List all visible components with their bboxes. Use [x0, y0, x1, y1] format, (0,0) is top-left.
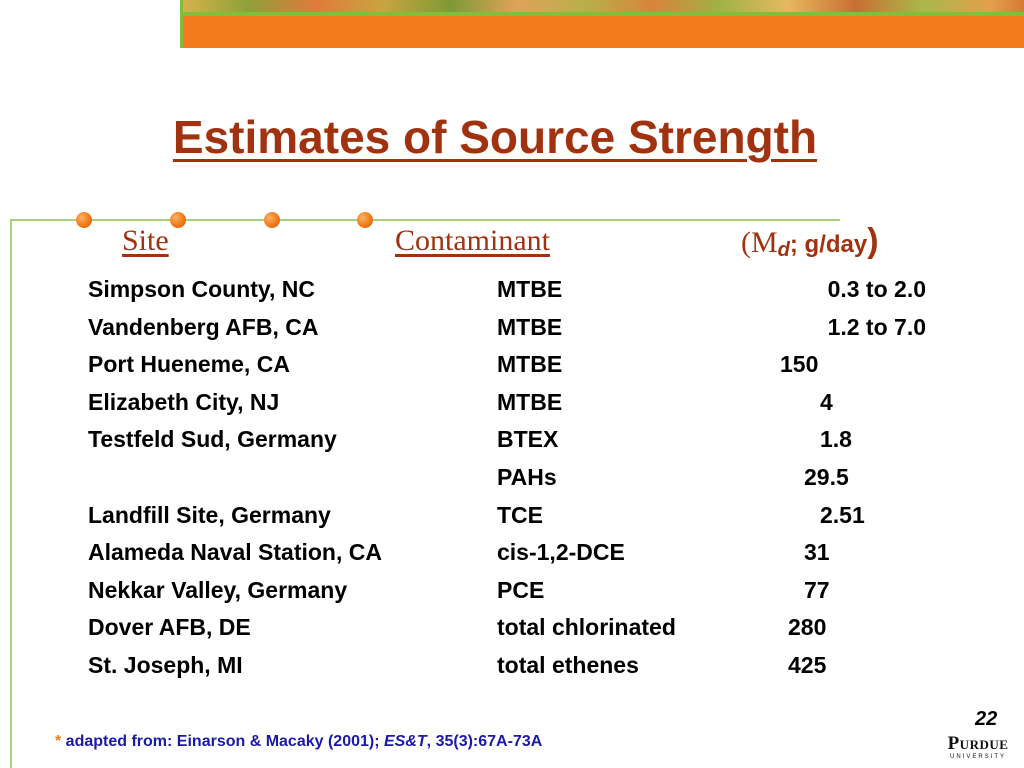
- slide-title: Estimates of Source Strength: [172, 111, 818, 163]
- source-strength-table: [0, 274, 1024, 688]
- cell-contaminant: MTBE: [497, 313, 563, 340]
- table-row: [0, 537, 1024, 575]
- cell-contaminant: PCE: [497, 576, 545, 603]
- cell-site: Dover AFB, DE: [88, 614, 251, 641]
- cell-contaminant: TCE: [497, 501, 543, 528]
- cell-contaminant: cis-1,2-DCE: [497, 539, 625, 566]
- units-rest: ; g/day: [789, 231, 868, 258]
- table-row: [0, 575, 1024, 613]
- header-site: Site: [122, 224, 169, 257]
- bullet-dot-icon: [357, 212, 373, 228]
- units-close: ): [867, 222, 879, 260]
- banner-orange-bar: [180, 16, 1024, 48]
- top-banner-image: [180, 0, 1024, 12]
- bullet-dot-icon: [170, 212, 186, 228]
- cell-contaminant: total ethenes: [497, 651, 639, 678]
- cell-site: Simpson County, NC: [88, 276, 316, 302]
- table-row: [0, 462, 1024, 500]
- header-units: [741, 222, 879, 262]
- cell-contaminant: BTEX: [497, 426, 559, 453]
- cell-site: Testfeld Sud, Germany: [88, 426, 337, 453]
- cell-site: St. Joseph, MI: [88, 651, 243, 678]
- cell-value: 31: [804, 539, 830, 566]
- cell-site: Elizabeth City, NJ: [88, 388, 280, 415]
- cell-site: Port Hueneme, CA: [88, 351, 290, 378]
- table-row: [0, 312, 1024, 350]
- cell-value: 4: [820, 388, 833, 415]
- table-row: [0, 500, 1024, 538]
- logo-subtitle: UNIVERSITY: [949, 754, 1006, 760]
- footnote-text: adapted from: Einarson & Macaky (2001);: [61, 733, 384, 750]
- cell-value: 150: [780, 351, 819, 378]
- cell-value: 77: [804, 576, 830, 603]
- table-row: [0, 612, 1024, 650]
- units-open: (M: [741, 226, 778, 259]
- cell-contaminant: PAHs: [497, 463, 557, 490]
- table-row: [0, 349, 1024, 387]
- footnote-citation: [55, 733, 542, 751]
- cell-value: 0.3 to 2.0: [827, 276, 926, 302]
- table-row: [0, 650, 1024, 688]
- cell-value: 1.2 to 7.0: [827, 313, 926, 340]
- cell-contaminant: MTBE: [497, 388, 563, 415]
- banner-left-stripe: [180, 0, 183, 48]
- units-subscript: d: [777, 239, 790, 261]
- cell-site: Alameda Naval Station, CA: [88, 539, 382, 566]
- cell-contaminant: total chlorinated: [497, 614, 676, 641]
- footnote-journal: ES&T: [384, 733, 427, 750]
- cell-value: 280: [788, 614, 827, 641]
- cell-contaminant: MTBE: [497, 276, 563, 302]
- footnote-star: *: [55, 733, 62, 750]
- table-row: [0, 387, 1024, 425]
- cell-value: 425: [788, 651, 827, 678]
- table-row: [0, 424, 1024, 462]
- purdue-logo: [940, 734, 1016, 761]
- cell-site: Landfill Site, Germany: [88, 501, 331, 528]
- cell-value: 1.8: [820, 426, 852, 453]
- cell-value: 29.5: [804, 463, 849, 490]
- header-contaminant: Contaminant: [395, 224, 550, 257]
- table-row: [0, 274, 1024, 312]
- footnote-reference: , 35(3):67A-73A: [426, 733, 543, 750]
- divider-horizontal: [10, 219, 840, 221]
- cell-site: Nekkar Valley, Germany: [88, 576, 348, 603]
- logo-wordmark: Purdue: [947, 733, 1009, 754]
- cell-contaminant: MTBE: [497, 351, 563, 378]
- cell-value: 2.51: [820, 501, 865, 528]
- page-number: 22: [975, 708, 998, 730]
- bullet-dot-icon: [264, 212, 280, 228]
- cell-site: Vandenberg AFB, CA: [88, 313, 319, 340]
- bullet-dot-icon: [76, 212, 92, 228]
